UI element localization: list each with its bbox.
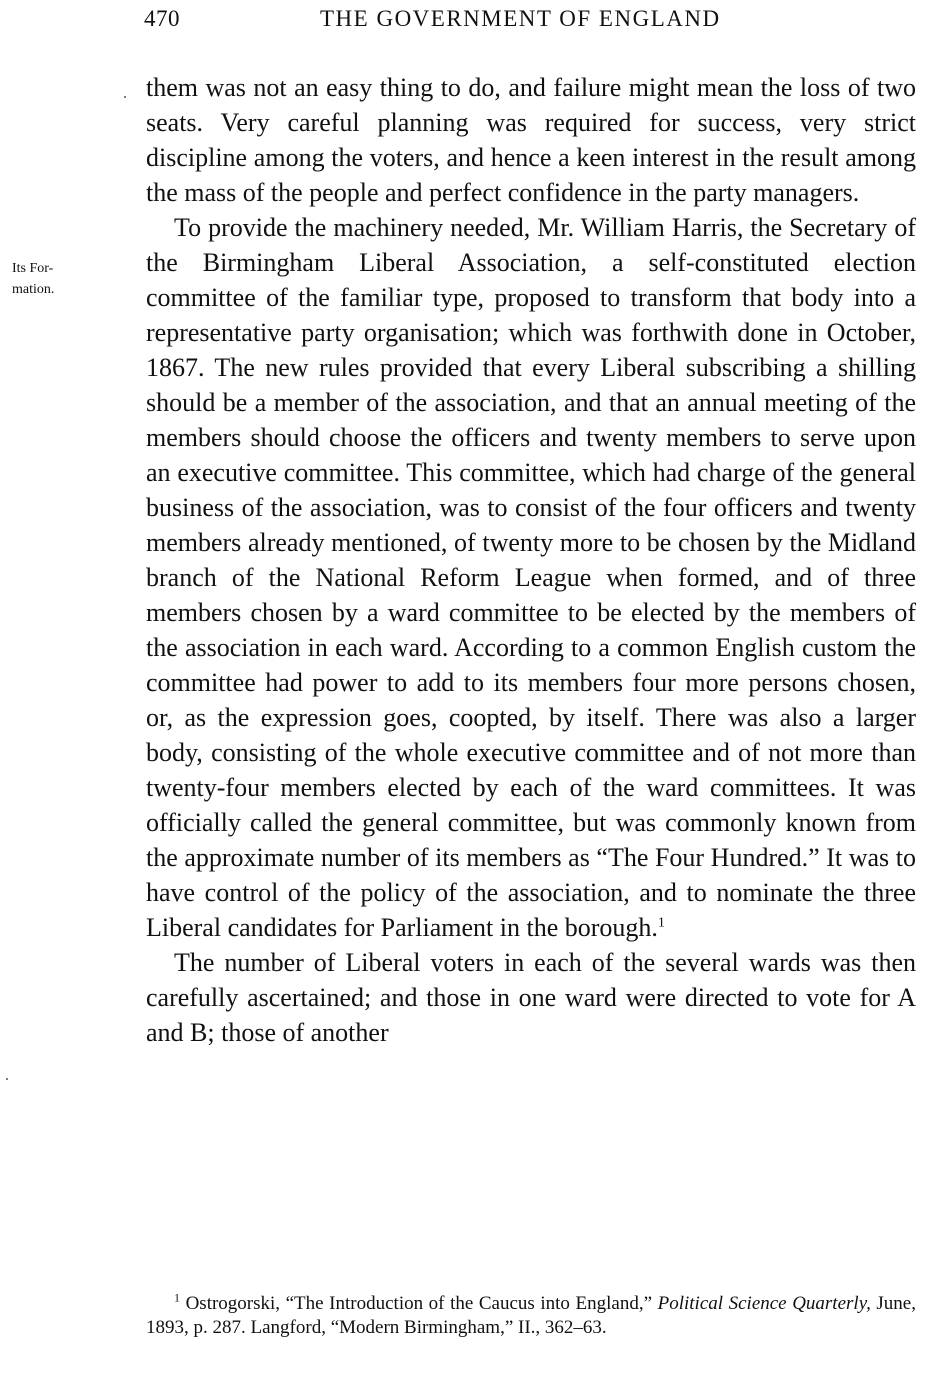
footnote <box>146 1292 916 1340</box>
footnote-mark: 1 <box>174 1290 180 1305</box>
margin-note-line-2: mation. <box>12 282 55 297</box>
running-title: THE GOVERNMENT OF ENGLAND <box>320 6 721 31</box>
paragraph-voters: The number of Liberal voters in each of the several wards was then carefully ascertained; and those in one ward were directed to vote for A and B; those of another <box>146 948 916 1047</box>
margin-note-line-1: Its For- <box>12 261 54 276</box>
scan-speck <box>124 96 126 98</box>
page-number: 470 <box>144 6 180 31</box>
footnote-journal: Political Science Quarterly, <box>657 1293 871 1314</box>
margin-note <box>12 258 102 300</box>
footnote-text-2: June, 1893, p. 287. Langford, “Modern Birmingham,” II., 362–63. <box>146 1293 916 1338</box>
footnote-reference: 1 <box>657 915 665 931</box>
footnote-text-1: Ostrogorski, “The Introduction of the Caucus into England,” <box>185 1293 658 1314</box>
scan-speck <box>6 1078 8 1080</box>
body-text <box>146 70 916 1050</box>
paragraph-continued: them was not an easy thing to do, and failure might mean the loss of two seats. Very careful planning was required for success, very strict discipline among the voters, and hence a keen interest in the result among the mass of the people and perfect confidence in the party managers. <box>146 73 916 207</box>
paragraph-formation-text: To provide the machinery needed, Mr. William Harris, the Secretary of the Birmingham Liberal Association, a self-constituted election committee of the familiar type, proposed to transform that body into a representative party organisation; which was forthwith done in October, 1867. The new rules provided that every Liberal subscribing a shilling should be a member of the association, and that an annual meeting of the members should choose the officers and twenty members to serve upon an executive committee. This committee, which had charge of the general business of the association, was to consist of the four officers and twenty members already mentioned, of twenty more to be chosen by the Midland branch of the National Reform League when formed, and of three members chosen by a ward committee to be elected by the members of the association in each ward. According to a common English custom the committee had power to add to its members four more persons chosen, or, as the expression goes, coopted, by itself. There was also a larger body, consisting of the whole executive committee and of not more than twenty-four members elected by each of the ward committees. It was officially called the general committee, but was commonly known from the approximate number of its members as “The Four Hundred.” It was to have control of the policy of the association, and to nominate the three Liberal candidates for Parliament in the borough. <box>146 213 916 942</box>
page-header <box>140 6 920 38</box>
paragraph-formation <box>146 210 916 945</box>
